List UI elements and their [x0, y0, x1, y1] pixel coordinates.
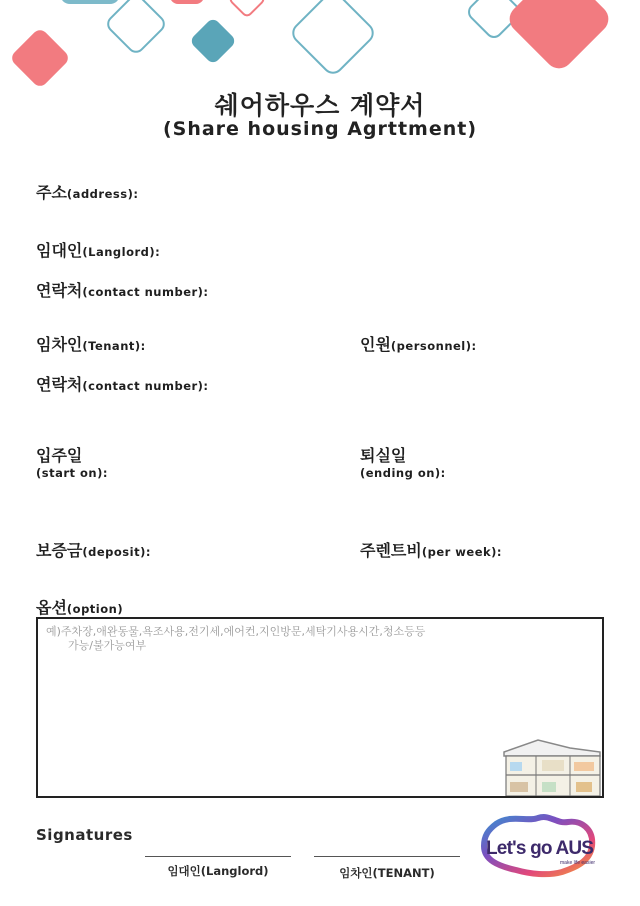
option-hint-line2: 가능/불가능여부: [68, 639, 147, 652]
coral-small-top: [170, 0, 204, 4]
coral-shape-topleft: [60, 0, 120, 4]
lets-go-aus-logo: [476, 812, 608, 880]
landlord-contact-label-en: (contact number):: [82, 285, 209, 299]
personnel-label-ko: 인원: [360, 335, 391, 354]
page-subtitle: (Share housing Agrttment): [162, 118, 478, 140]
tenant-label-ko: 임차인: [36, 335, 83, 354]
landlord-signature-label: 임대인(Langlord): [167, 864, 269, 878]
deposit-label-ko: 보증금: [36, 541, 83, 560]
house-illustration: [500, 738, 602, 796]
landlord-label-en: (Langlord):: [82, 245, 161, 259]
teal-outline-diamond: [105, 0, 167, 55]
end-date-field: [360, 446, 446, 480]
landlord-contact-label-ko: 연락처: [36, 281, 83, 300]
address-label-ko: 주소: [36, 183, 67, 202]
tenant-field: [36, 332, 146, 355]
personnel-field: [360, 332, 477, 355]
tenant-signature-line[interactable]: [314, 856, 460, 857]
signatures-heading: Signatures: [36, 826, 133, 844]
start-date-field: [36, 446, 108, 480]
tenant-contact-label-en: (contact number):: [82, 379, 209, 393]
option-label-en: (option): [66, 602, 124, 616]
personnel-label-en: (personnel):: [390, 339, 477, 353]
landlord-signature-line[interactable]: [145, 856, 291, 857]
address-field: [36, 180, 138, 203]
rent-field: [360, 538, 502, 561]
tenant-label-en: (Tenant):: [82, 339, 146, 353]
option-placeholder: [46, 625, 566, 653]
start-date-label-ko: 입주일: [36, 446, 83, 465]
landlord-field: [36, 238, 160, 261]
end-date-label-ko: 퇴실일: [360, 446, 407, 465]
coral-outline-diamond-top: [229, 0, 266, 17]
page-title: 쉐어하우스 계약서: [214, 91, 426, 120]
logo-text: Let's go AUS: [486, 838, 594, 859]
rent-label-en: (per week):: [421, 545, 503, 559]
landlord-label-ko: 임대인: [36, 241, 83, 260]
tenant-signature-label: 임차인(TENANT): [339, 866, 435, 880]
deposit-field: [36, 538, 151, 561]
option-label-ko: 옵션: [36, 598, 67, 617]
start-date-label-en: (start on):: [36, 466, 108, 480]
option-hint-line1: 예)주차장,애완동물,욕조사용,전기세,에어컨,지인방문,세탁기사용시간,청소등등: [46, 625, 426, 638]
teal-outline-diamond-right: [466, 0, 523, 40]
rent-label-ko: 주렌트비: [360, 541, 422, 560]
tenant-contact-field: [36, 372, 209, 395]
address-label-en: (address):: [66, 187, 139, 201]
logo-tagline: make life easier: [560, 860, 596, 866]
header-decoration: [0, 0, 640, 90]
teal-outline-diamond-large: [289, 0, 377, 77]
deposit-label-en: (deposit):: [82, 545, 151, 559]
coral-diamond-left: [9, 27, 71, 89]
landlord-contact-field: [36, 278, 209, 301]
option-field: [36, 595, 123, 618]
tenant-contact-label-ko: 연락처: [36, 375, 83, 394]
coral-large-diamond-right: [504, 0, 614, 74]
teal-filled-diamond: [189, 17, 237, 65]
end-date-label-en: (ending on):: [360, 466, 446, 480]
